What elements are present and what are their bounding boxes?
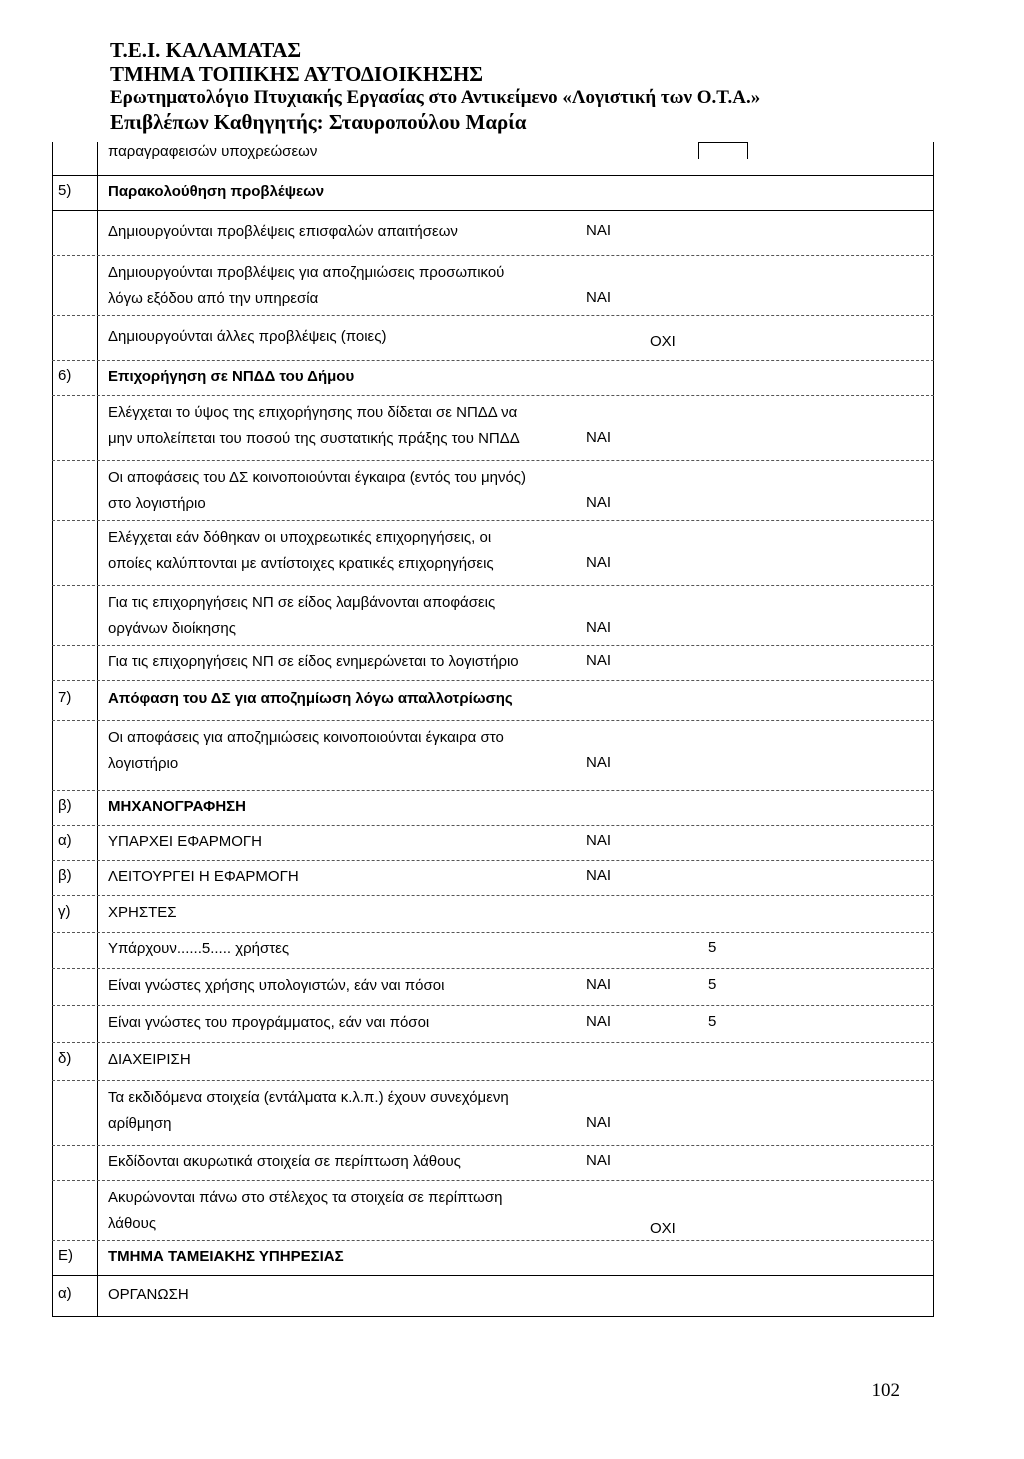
answer-nai: ΝΑΙ [586,222,612,239]
row-question: Εκδίδονται ακυρωτικά στοιχεία σε περίπτωση λάθους [108,1153,461,1170]
answer-oxi: ΟΧΙ [650,1220,676,1237]
row-question-line1: Ακυρώνονται πάνω στο στέλεχος τα στοιχεία σε περίπτωση [108,1189,503,1206]
page-number: 102 [871,1380,900,1401]
row-divider [52,175,934,176]
row-question: ΜΗΧΑΝΟΓΡΑΦΗΣΗ [108,798,246,815]
row-question: ΥΠΑΡΧΕΙ ΕΦΑΡΜΟΓΗ [108,833,262,850]
row-divider [52,645,934,646]
row-divider [52,520,934,521]
answer-count: 5 [708,939,717,956]
row-question: ΟΡΓΑΝΩΣΗ [108,1286,189,1303]
row-question: ΧΡΗΣΤΕΣ [108,904,177,921]
row-divider [52,360,934,361]
row-divider [52,1005,934,1006]
row-question: Επιχορήγηση σε ΝΠΔΔ του Δήμου [108,368,355,385]
continued-text: παραγραφεισών υποχρεώσεων [108,143,318,160]
row-question: Δημιουργούνται προβλέψεις επισφαλών απαιτήσεων [108,223,458,240]
header-department: ΤΜΗΜΑ ΤΟΠΙΚΗΣ ΑΥΤΟΔΙΟΙΚΗΣΗΣ [110,62,484,86]
row-divider [52,860,934,861]
row-number: 6) [58,367,72,384]
header-institution: Τ.Ε.Ι. ΚΑΛΑΜΑΤΑΣ [110,38,302,62]
row-number: Ε) [58,1247,73,1264]
table-border-left [52,142,53,1316]
row-divider [52,720,934,721]
answer-count: 5 [708,976,717,993]
row-divider [52,1240,934,1241]
answer-nai: ΝΑΙ [586,619,612,636]
row-question: ΛΕΙΤΟΥΡΓΕΙ Η ΕΦΑΡΜΟΓΗ [108,868,299,885]
row-divider [52,790,934,791]
row-question: Παρακολούθηση προβλέψεων [108,183,325,200]
row-question-line2: αρίθμηση [108,1115,172,1132]
answer-nai: ΝΑΙ [586,832,612,849]
answer-nai: ΝΑΙ [586,652,612,669]
answer-nai: ΝΑΙ [586,754,612,771]
row-question-line2: λογιστήριο [108,755,179,772]
row-question: Είναι γνώστες του προγράμματος, εάν ναι πόσοι [108,1014,430,1031]
row-divider [52,1275,934,1276]
table-cell-box [698,142,748,159]
row-number: 7) [58,689,72,706]
row-number: α) [58,832,72,849]
row-question: Απόφαση του ΔΣ για αποζημίωση λόγω απαλλοτρίωσης [108,690,513,707]
row-number: δ) [58,1050,72,1067]
row-divider [52,255,934,256]
row-divider [52,395,934,396]
row-divider [52,825,934,826]
row-number: β) [58,797,72,814]
answer-nai: ΝΑΙ [586,867,612,884]
row-question-line1: Ελέγχεται το ύψος της επιχορήγησης που δίδεται σε ΝΠΔΔ να [108,404,518,421]
row-divider [52,315,934,316]
row-question-line2: λόγω εξόδου από την υπηρεσία [108,290,319,307]
row-divider [52,585,934,586]
row-question-line1: Οι αποφάσεις του ΔΣ κοινοποιούνται έγκαιρα (εντός του μηνός) [108,469,527,486]
answer-nai: ΝΑΙ [586,976,612,993]
row-divider [52,460,934,461]
row-divider [52,1145,934,1146]
row-number: β) [58,867,72,884]
row-question: ΤΜΗΜΑ ΤΑΜΕΙΑΚΗΣ ΥΠΗΡΕΣΙΑΣ [108,1248,344,1265]
row-divider [52,1316,934,1317]
answer-nai: ΝΑΙ [586,1152,612,1169]
answer-nai: ΝΑΙ [586,494,612,511]
row-number: 5) [58,182,72,199]
row-divider [52,1080,934,1081]
row-divider [52,680,934,681]
row-question-line2: οποίες καλύπτονται με αντίστοιχες κρατικές επιχορηγήσεις [108,555,494,572]
answer-nai: ΝΑΙ [586,1013,612,1030]
row-question-line1: Ελέγχεται εάν δόθηκαν οι υποχρεωτικές επιχορηγήσεις, οι [108,529,492,546]
row-question-line1: Τα εκδιδόμενα στοιχεία (εντάλματα κ.λ.π.) έχουν συνεχόμενη [108,1089,509,1106]
row-divider [52,1180,934,1181]
answer-oxi: ΟΧΙ [650,333,676,350]
row-question: Υπάρχουν......5..... χρήστες [108,940,290,957]
answer-nai: ΝΑΙ [586,554,612,571]
row-question: Για τις επιχορηγήσεις ΝΠ σε είδος ενημερώνεται το λογιστήριο [108,653,519,670]
row-divider [52,932,934,933]
row-question-line1: Δημιουργούνται προβλέψεις για αποζημιώσεις προσωπικού [108,264,505,281]
row-divider [52,210,934,211]
row-question-line1: Για τις επιχορηγήσεις ΝΠ σε είδος λαμβάνονται αποφάσεις [108,594,496,611]
table-border-right [933,142,934,1316]
row-question-line2: μην υπολείπεται του ποσού της συστατικής πράξης του ΝΠΔΔ [108,430,520,447]
document-header [110,38,1010,134]
row-question: Δημιουργούνται άλλες προβλέψεις (ποιες) [108,328,387,345]
header-title: Ερωτηματολόγιο Πτυχιακής Εργασίας στο Αντικείμενο «Λογιστική των Ο.Τ.Α.» [110,87,761,108]
answer-nai: ΝΑΙ [586,1114,612,1131]
row-question-line2: οργάνων διοίκησης [108,620,236,637]
row-question-line2: λάθους [108,1215,157,1232]
row-number: α) [58,1285,72,1302]
row-question: ΔΙΑΧΕΙΡΙΣΗ [108,1051,191,1068]
header-supervisor: Επιβλέπων Καθηγητής: Σταυροπούλου Μαρία [110,110,527,134]
answer-nai: ΝΑΙ [586,289,612,306]
answer-nai: ΝΑΙ [586,429,612,446]
row-question-line2: στο λογιστήριο [108,495,206,512]
row-divider [52,968,934,969]
row-divider [52,895,934,896]
row-question: Είναι γνώστες χρήσης υπολογιστών, εάν ναι πόσοι [108,977,445,994]
row-question-line1: Οι αποφάσεις για αποζημιώσεις κοινοποιούνται έγκαιρα στο [108,729,504,746]
row-number: γ) [58,903,71,920]
row-divider [52,1042,934,1043]
table-divider-number [97,142,98,1316]
answer-count: 5 [708,1013,717,1030]
